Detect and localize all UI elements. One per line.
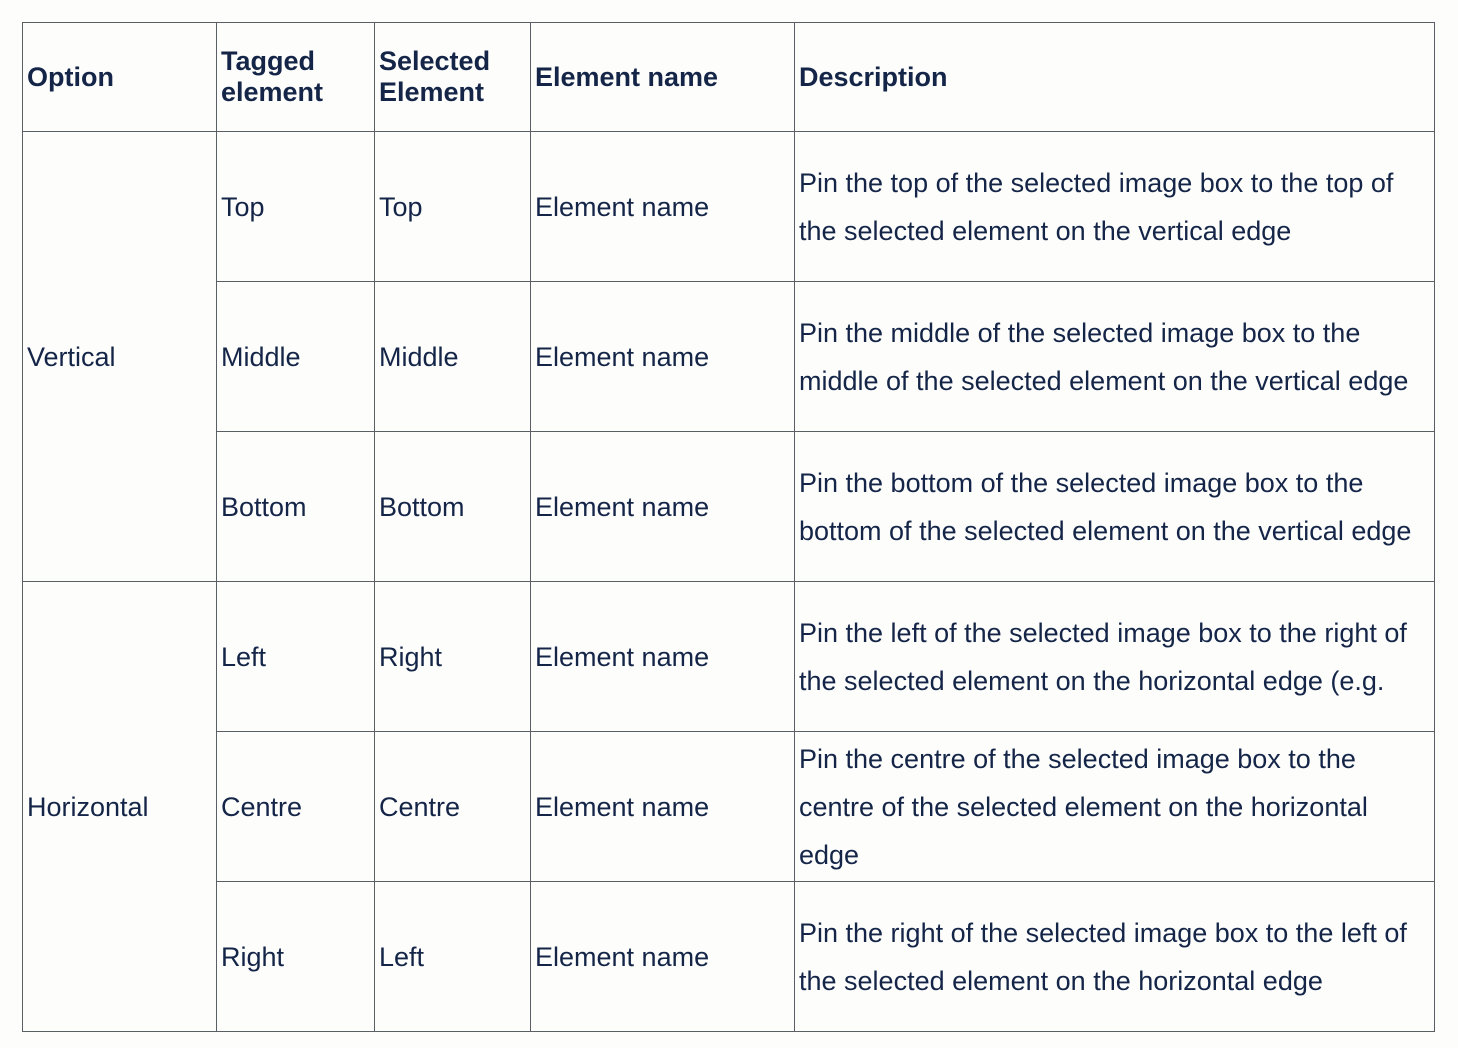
description-cell: Pin the centre of the selected image box to the centre of the selected element on the horizontal edge: [795, 732, 1435, 882]
header-tagged-element: Tagged element: [217, 23, 375, 132]
table-row: [23, 882, 1435, 1032]
option-cell-horizontal: Horizontal: [23, 582, 217, 1032]
table-body: [23, 132, 1435, 1032]
pin-options-table: [22, 22, 1435, 1032]
tagged-element-cell: Top: [217, 132, 375, 282]
selected-element-cell: Middle: [375, 282, 531, 432]
header-element-name: Element name: [531, 23, 795, 132]
element-name-cell: Element name: [531, 582, 795, 732]
tagged-element-cell: Right: [217, 882, 375, 1032]
element-name-cell: Element name: [531, 132, 795, 282]
description-cell: Pin the right of the selected image box to the left of the selected element on the horizontal edge: [795, 882, 1435, 1032]
tagged-element-cell: Centre: [217, 732, 375, 882]
tagged-element-cell: Middle: [217, 282, 375, 432]
table-row: [23, 282, 1435, 432]
description-cell: Pin the bottom of the selected image box to the bottom of the selected element on the vertical edge: [795, 432, 1435, 582]
element-name-cell: Element name: [531, 432, 795, 582]
header-option: Option: [23, 23, 217, 132]
header-selected-element: Selected Element: [375, 23, 531, 132]
option-cell-vertical: Vertical: [23, 132, 217, 582]
description-cell: Pin the top of the selected image box to the top of the selected element on the vertical edge: [795, 132, 1435, 282]
table-header: [23, 23, 1435, 132]
table-row: [23, 132, 1435, 282]
selected-element-cell: Right: [375, 582, 531, 732]
element-name-cell: Element name: [531, 282, 795, 432]
description-cell: Pin the left of the selected image box to the right of the selected element on the horizontal edge (e.g.: [795, 582, 1435, 732]
selected-element-cell: Bottom: [375, 432, 531, 582]
table-row: [23, 732, 1435, 882]
element-name-cell: Element name: [531, 732, 795, 882]
table-row: [23, 582, 1435, 732]
description-cell: Pin the middle of the selected image box to the middle of the selected element on the vertical edge: [795, 282, 1435, 432]
tagged-element-cell: Left: [217, 582, 375, 732]
table-row: [23, 432, 1435, 582]
header-description: Description: [795, 23, 1435, 132]
selected-element-cell: Top: [375, 132, 531, 282]
selected-element-cell: Left: [375, 882, 531, 1032]
element-name-cell: Element name: [531, 882, 795, 1032]
selected-element-cell: Centre: [375, 732, 531, 882]
header-row: [23, 23, 1435, 132]
tagged-element-cell: Bottom: [217, 432, 375, 582]
